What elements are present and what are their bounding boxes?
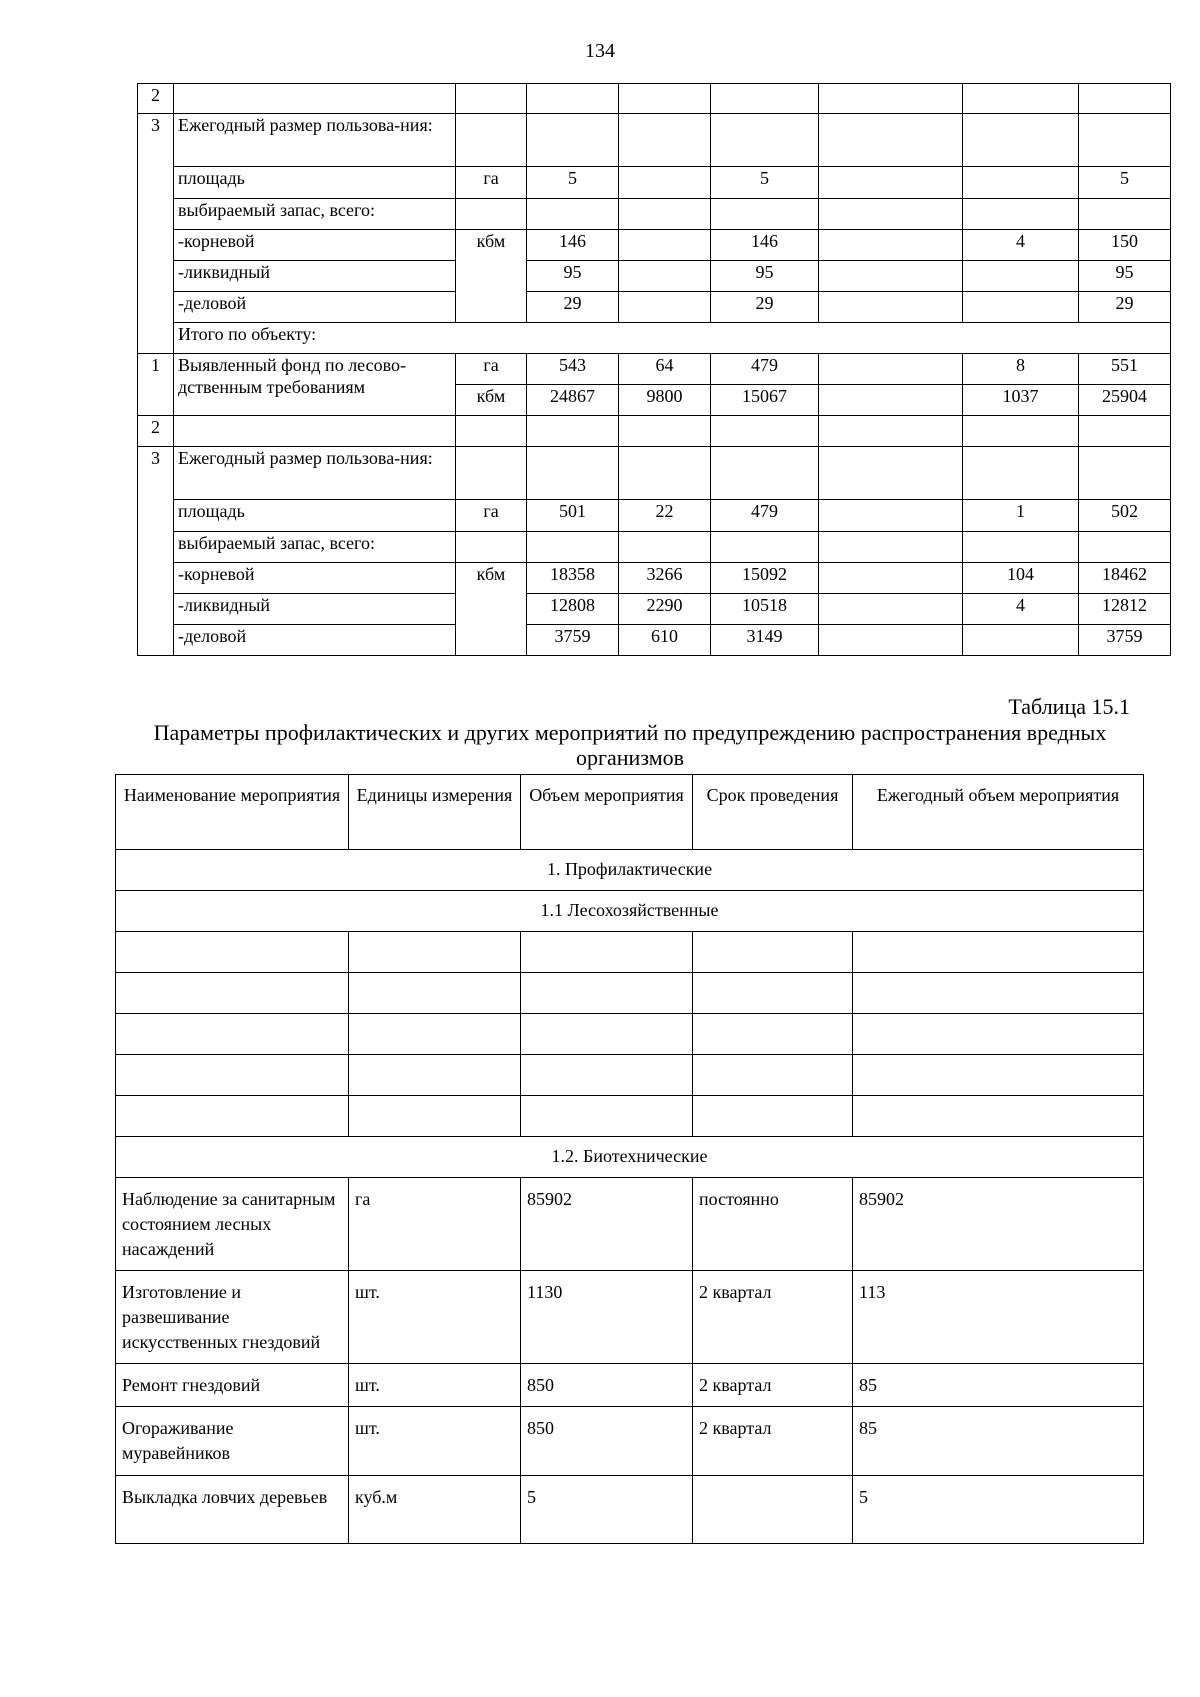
measure-volume: 850 <box>521 1364 693 1407</box>
measure-annual: 85 <box>853 1407 1144 1476</box>
value-cell: 18462 <box>1079 563 1171 594</box>
row-number: 2 <box>138 416 174 447</box>
page-number: 134 <box>585 40 615 62</box>
value-cell: 10518 <box>711 594 819 625</box>
value-cell <box>819 625 963 656</box>
column-header: Срок проведения <box>693 775 853 850</box>
measure-volume: 1130 <box>521 1271 693 1364</box>
table-row <box>138 292 1171 323</box>
measure-name: Ремонт гнездовий <box>116 1364 349 1407</box>
empty-row <box>116 1014 1144 1055</box>
value-cell: 150 <box>1079 230 1171 261</box>
table-row <box>138 167 1171 199</box>
row-label: -ликвидный <box>174 594 456 625</box>
value-cell <box>819 167 963 199</box>
forest-use-table <box>137 83 1171 656</box>
value-cell: 12812 <box>1079 594 1171 625</box>
unit-cell: га <box>456 500 527 532</box>
value-cell <box>619 230 711 261</box>
measure-volume: 850 <box>521 1407 693 1476</box>
measure-name: Выкладка ловчих деревьев <box>116 1476 349 1544</box>
value-cell: 95 <box>1079 261 1171 292</box>
column-header: Единицы измерения <box>349 775 521 850</box>
value-cell: 610 <box>619 625 711 656</box>
section-title: 1.1 Лесохозяйственные <box>116 891 1144 932</box>
value-cell <box>963 292 1079 323</box>
row-label: выбираемый запас, всего: <box>174 199 456 230</box>
measure-term <box>693 1476 853 1544</box>
measure-unit: куб.м <box>349 1476 521 1544</box>
value-cell: 5 <box>711 167 819 199</box>
section-row <box>116 1137 1144 1178</box>
value-cell: 64 <box>619 354 711 385</box>
value-cell: 501 <box>527 500 619 532</box>
measure-unit: шт. <box>349 1364 521 1407</box>
value-cell: 29 <box>527 292 619 323</box>
table-row <box>138 625 1171 656</box>
measure-unit: шт. <box>349 1407 521 1476</box>
value-cell <box>819 594 963 625</box>
value-cell: 551 <box>1079 354 1171 385</box>
table-title: Параметры профилактических и других мероприятий по предупреждению распространения вредных организмов <box>153 720 1107 770</box>
value-cell: 15092 <box>711 563 819 594</box>
row-number: 1 <box>138 354 174 416</box>
value-cell: 25904 <box>1079 385 1171 416</box>
measure-volume: 85902 <box>521 1178 693 1271</box>
table-row <box>116 1271 1144 1364</box>
empty-row <box>116 1055 1144 1096</box>
row-label: -корневой <box>174 230 456 261</box>
value-cell: 4 <box>963 594 1079 625</box>
unit-cell: га <box>456 354 527 385</box>
unit-cell: га <box>456 167 527 199</box>
header-row <box>116 775 1144 850</box>
value-cell <box>619 292 711 323</box>
value-cell: 104 <box>963 563 1079 594</box>
total-label: Итого по объекту: <box>174 323 1171 354</box>
value-cell: 29 <box>711 292 819 323</box>
value-cell <box>819 563 963 594</box>
table-row <box>116 1364 1144 1407</box>
table-row <box>138 261 1171 292</box>
table-row <box>138 230 1171 261</box>
measure-unit: шт. <box>349 1271 521 1364</box>
value-cell <box>819 385 963 416</box>
value-cell <box>819 354 963 385</box>
value-cell: 95 <box>711 261 819 292</box>
value-cell <box>963 261 1079 292</box>
value-cell: 502 <box>1079 500 1171 532</box>
measure-annual: 85 <box>853 1364 1144 1407</box>
row-label: Ежегодный размер пользова-ния: <box>174 114 456 167</box>
value-cell: 3149 <box>711 625 819 656</box>
section-title: 1.2. Биотехнические <box>116 1137 1144 1178</box>
value-cell: 15067 <box>711 385 819 416</box>
table-row <box>138 354 1171 385</box>
value-cell: 1037 <box>963 385 1079 416</box>
table-row <box>138 416 1171 447</box>
measures-table <box>115 774 1144 1544</box>
measure-name: Огораживание муравейников <box>116 1407 349 1476</box>
value-cell: 543 <box>527 354 619 385</box>
table-row <box>138 199 1171 230</box>
value-cell: 479 <box>711 354 819 385</box>
row-label: -деловой <box>174 625 456 656</box>
measure-name: Изготовление и развешивание искусственных гнездовий <box>116 1271 349 1364</box>
section-row <box>116 850 1144 891</box>
table-row <box>116 1178 1144 1271</box>
table-row <box>138 500 1171 532</box>
row-label: площадь <box>174 500 456 532</box>
value-cell: 5 <box>1079 167 1171 199</box>
value-cell <box>619 261 711 292</box>
table-row <box>138 563 1171 594</box>
value-cell <box>619 167 711 199</box>
measure-term: 2 квартал <box>693 1271 853 1364</box>
value-cell: 95 <box>527 261 619 292</box>
value-cell: 4 <box>963 230 1079 261</box>
measure-name: Наблюдение за санитарным состоянием лесных насаждений <box>116 1178 349 1271</box>
row-label: Ежегодный размер пользова-ния: <box>174 447 456 500</box>
row-number: 3 <box>138 114 174 354</box>
column-header: Объем мероприятия <box>521 775 693 850</box>
value-cell: 12808 <box>527 594 619 625</box>
value-cell <box>963 625 1079 656</box>
table-row <box>138 323 1171 354</box>
value-cell: 3759 <box>527 625 619 656</box>
measure-unit: га <box>349 1178 521 1271</box>
table-row <box>138 594 1171 625</box>
measure-term: 2 квартал <box>693 1364 853 1407</box>
row-label: Выявленный фонд по лесово-дственным требованиям <box>174 354 456 416</box>
column-header: Наименование мероприятия <box>116 775 349 850</box>
value-cell: 3759 <box>1079 625 1171 656</box>
table-row <box>138 84 1171 114</box>
value-cell: 146 <box>711 230 819 261</box>
value-cell: 1 <box>963 500 1079 532</box>
row-label: -деловой <box>174 292 456 323</box>
value-cell <box>819 292 963 323</box>
value-cell: 3266 <box>619 563 711 594</box>
measure-term: 2 квартал <box>693 1407 853 1476</box>
empty-row <box>116 973 1144 1014</box>
value-cell: 8 <box>963 354 1079 385</box>
table-row <box>138 532 1171 563</box>
value-cell <box>963 167 1079 199</box>
value-cell: 2290 <box>619 594 711 625</box>
value-cell <box>819 261 963 292</box>
empty-row <box>116 1096 1144 1137</box>
table-row <box>116 1407 1144 1476</box>
measure-annual: 5 <box>853 1476 1144 1544</box>
row-number: 2 <box>138 84 174 114</box>
measure-annual: 113 <box>853 1271 1144 1364</box>
value-cell <box>819 500 963 532</box>
unit-cell: кбм <box>456 385 527 416</box>
table-row <box>116 1476 1144 1544</box>
table-caption: Таблица 15.1 <box>1008 694 1130 719</box>
row-label: выбираемый запас, всего: <box>174 532 456 563</box>
value-cell <box>819 230 963 261</box>
value-cell: 146 <box>527 230 619 261</box>
row-label: -ликвидный <box>174 261 456 292</box>
value-cell: 9800 <box>619 385 711 416</box>
table-row <box>138 114 1171 167</box>
value-cell: 24867 <box>527 385 619 416</box>
section-row <box>116 891 1144 932</box>
value-cell: 22 <box>619 500 711 532</box>
value-cell: 5 <box>527 167 619 199</box>
column-header: Ежегодный объем мероприятия <box>853 775 1144 850</box>
section-title: 1. Профилактические <box>116 850 1144 891</box>
measure-volume: 5 <box>521 1476 693 1544</box>
value-cell: 29 <box>1079 292 1171 323</box>
table-row <box>138 447 1171 500</box>
value-cell: 18358 <box>527 563 619 594</box>
unit-cell: кбм <box>456 230 527 323</box>
measure-annual: 85902 <box>853 1178 1144 1271</box>
empty-row <box>116 932 1144 973</box>
measure-term: постоянно <box>693 1178 853 1271</box>
row-label: -корневой <box>174 563 456 594</box>
value-cell: 479 <box>711 500 819 532</box>
row-label: площадь <box>174 167 456 199</box>
unit-cell: кбм <box>456 563 527 656</box>
row-number: 3 <box>138 447 174 656</box>
